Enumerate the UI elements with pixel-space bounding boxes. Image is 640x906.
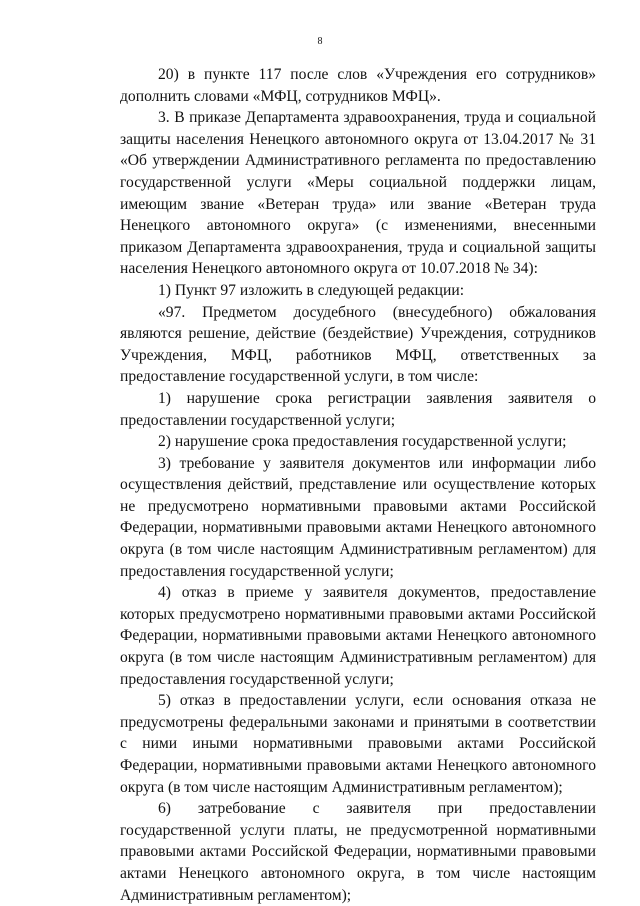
paragraph-item-20: 20) в пункте 117 после слов «Учреждения его сотрудников» дополнить словами «МФЦ, сотрудников МФЦ». [120, 66, 596, 105]
paragraph-section-3: 3. В приказе Департамента здравоохранения, труда и социальной защиты населения Ненецкого автономного округа от 13.04.2017 № 31 «Об утверждении Административного регламента по предоставлению государственной услуги «Меры социальной поддержки лицам, имеющим звание «Ветеран труда» или звание «Ветеран труда Ненецкого автономного округа» (с изменениями, внесенными приказом Департамента здравоохранения, труда и социальной защиты населения Ненецкого автономного округа от 10.07.2018 № 34): [120, 109, 596, 278]
page-number: 8 [317, 36, 323, 47]
list-item-5: 5) отказ в предоставлении услуги, если основания отказа не предусмотрены федеральными законами и принятыми в соответствии с ними иными нормативными правовыми актами Российской Федерации, нормативными правовыми актами Ненецкого автономного округа (в том числе настоящим Административным регламентом); [120, 692, 596, 796]
paragraph-clause-97: «97. Предметом досудебного (внесудебного) обжалования являются решение, действие (бездействие) Учреждения, сотрудников Учреждения, МФЦ, работников МФЦ, ответственных за предоставление государственной услуги, в том числе: [120, 303, 596, 386]
list-item-3: 3) требование у заявителя документов или информации либо осуществления действий, представление или осуществление которых не предусмотрено нормативными правовыми актами Российской Федерации, нормативными правовыми актами Ненецкого автономного округа (в том числе настоящим Административным регламентом) для предоставления государственной услуги; [120, 454, 596, 580]
list-item-4: 4) отказ в приеме у заявителя документов, предоставление которых предусмотрено нормативными правовыми актами Российской Федерации, нормативными правовыми актами Ненецкого автономного округа (в том числе настоящим Административным регламентом) для предоставления государственной услуги; [120, 584, 596, 688]
list-item-1: 1) нарушение срока регистрации заявления заявителя о предоставлении государственной услуги; [120, 389, 596, 429]
list-item-6: 6) затребование с заявителя при предоставлении государственной услуги платы, не предусмотренной нормативными правовыми актами Российской Федерации, нормативными правовыми актами Ненецкого автономного округа, в том числе настоящим Административным регламентом); [120, 800, 596, 904]
document-body [120, 64, 596, 906]
paragraph-point-1: 1) Пункт 97 изложить в следующей редакции: [158, 281, 465, 299]
list-item-2: 2) нарушение срока предоставления государственной услуги; [158, 433, 567, 451]
